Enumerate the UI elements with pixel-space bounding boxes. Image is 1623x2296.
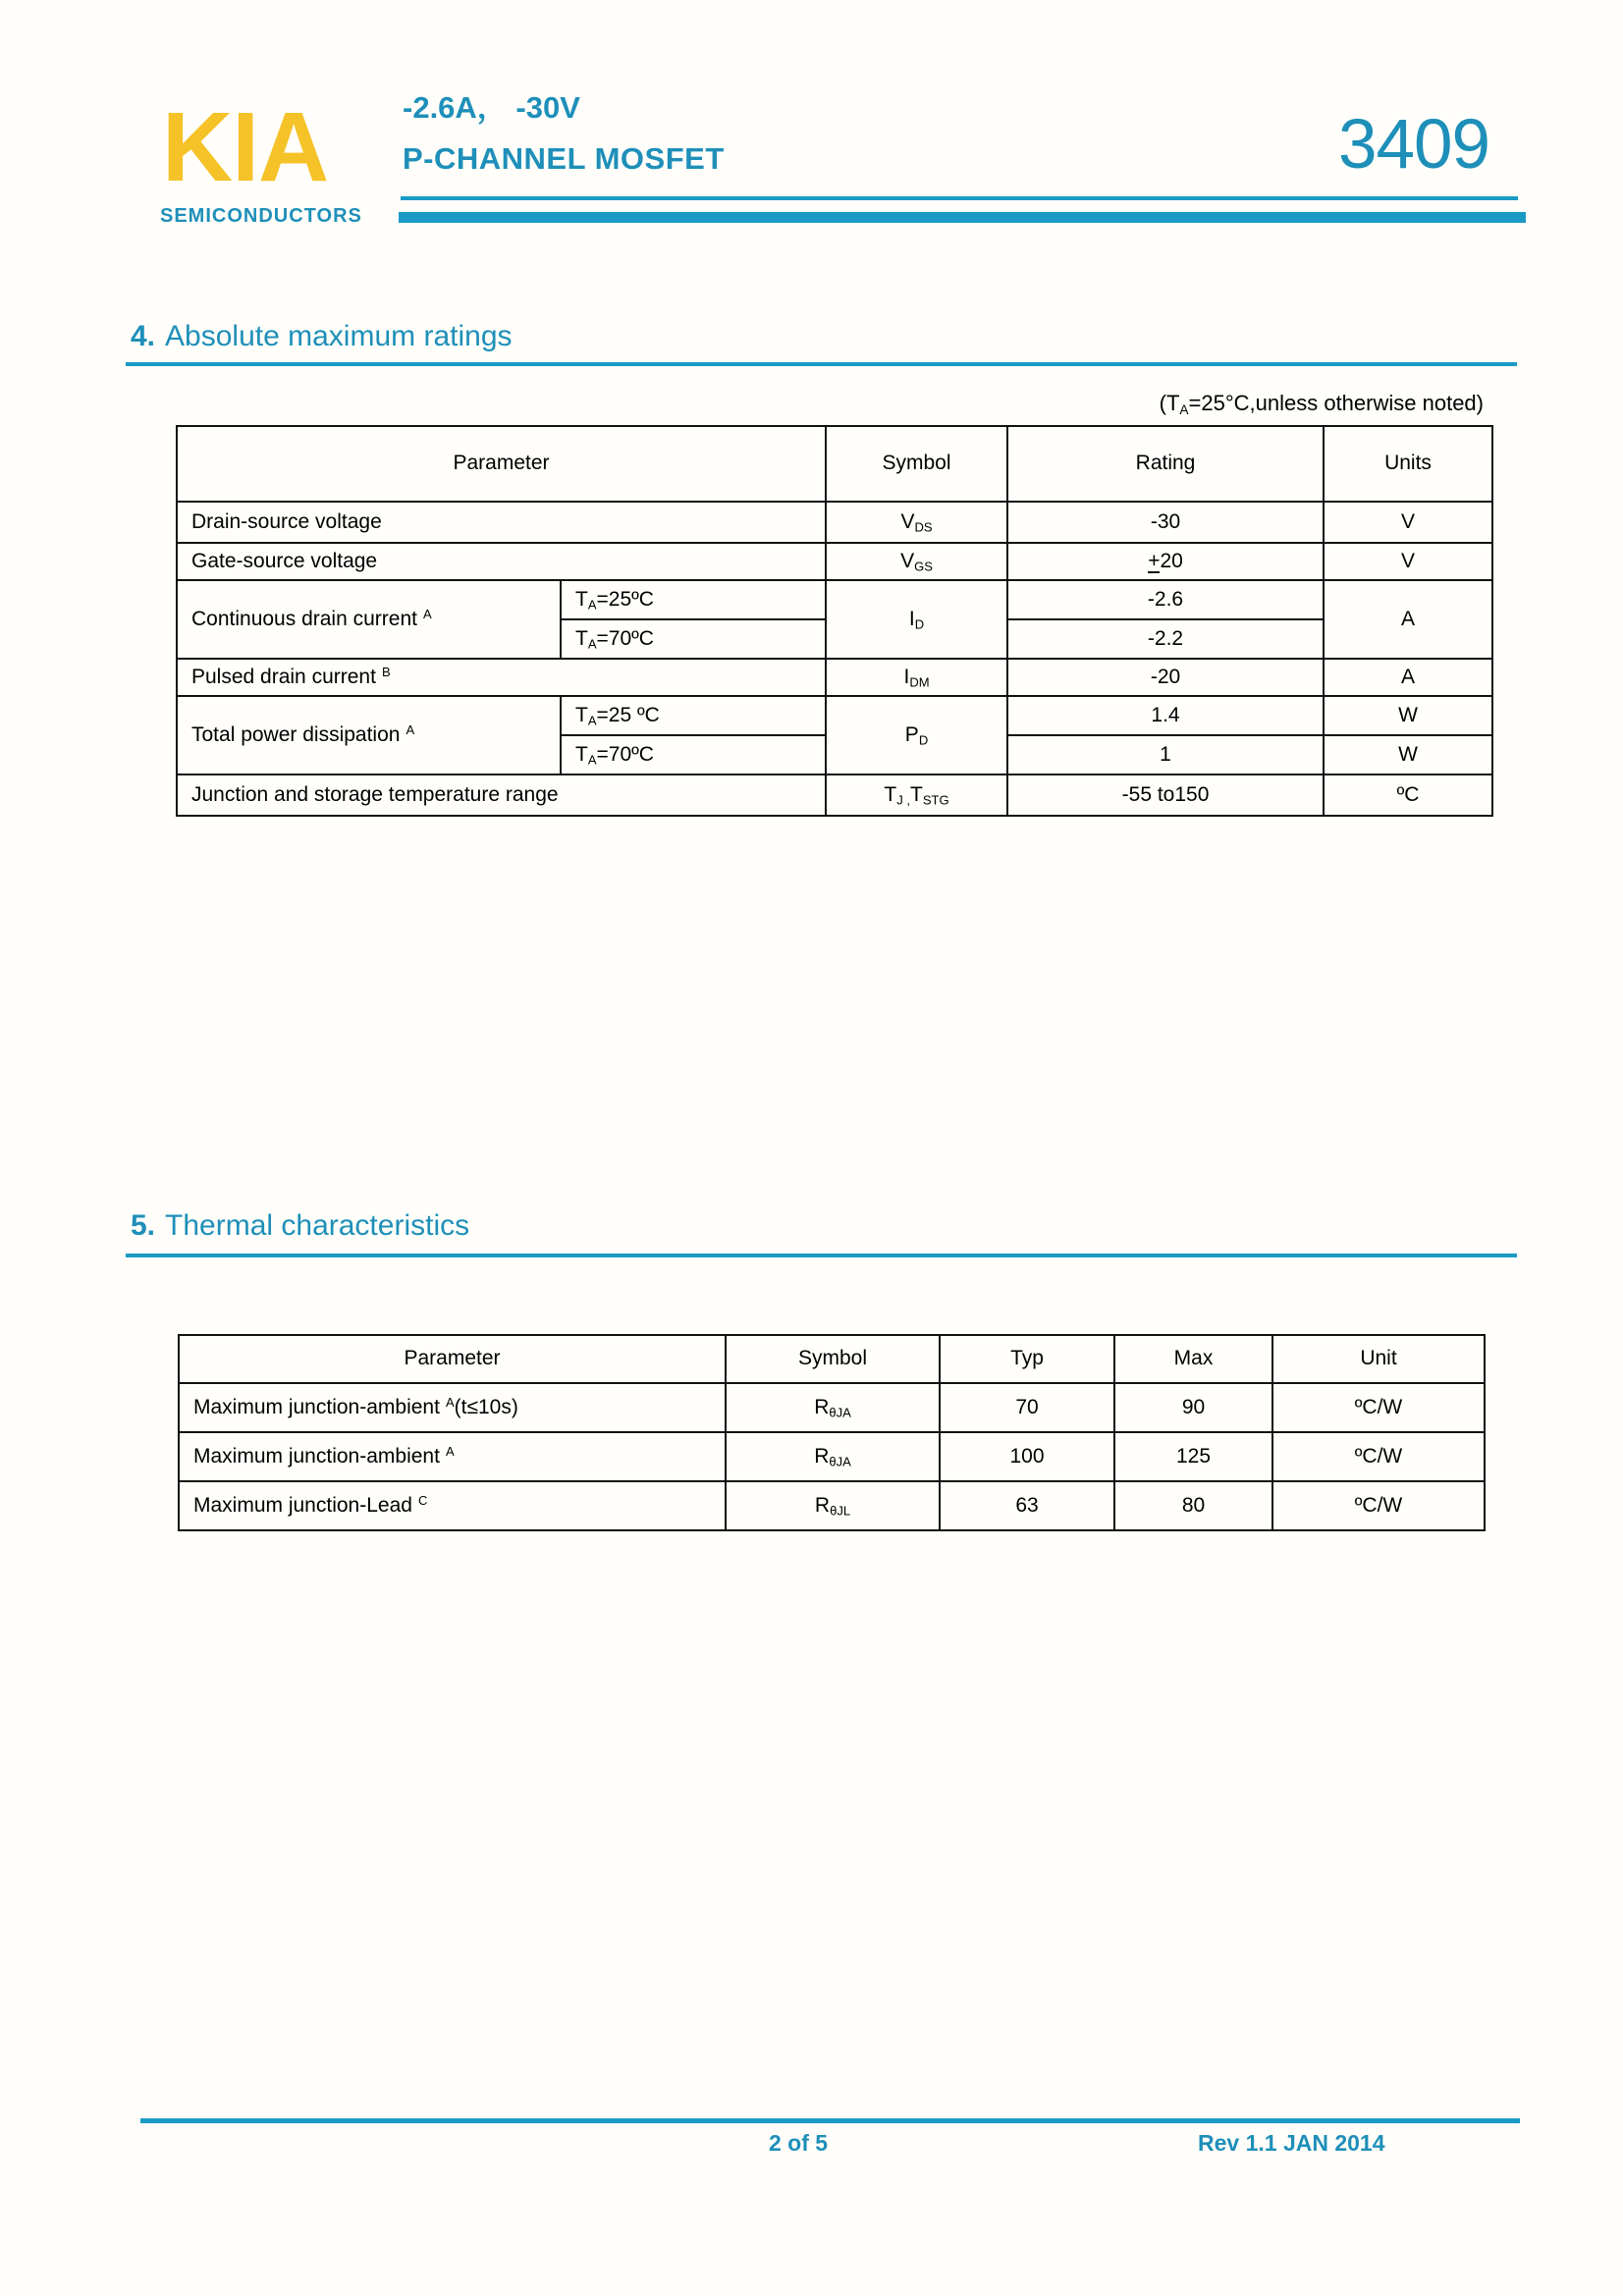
cell-symbol: $V_{GS}$ (826, 543, 1007, 580)
footnote-ref: C (417, 1493, 428, 1509)
cell-typ: 70 (940, 1383, 1114, 1432)
device-type: P-CHANNEL MOSFET (403, 141, 725, 176)
section-5-heading (131, 1211, 469, 1241)
thermal-header-row (179, 1335, 1485, 1383)
cell-rating: 1.4 (1007, 696, 1324, 735)
cell-parameter: Drain-source voltage (177, 502, 826, 543)
cell-symbol: $R_{\theta JL}$ (726, 1481, 940, 1530)
cell-symbol: $R_{\theta JA}$ (726, 1432, 940, 1481)
cell-unit: ºC/W (1272, 1432, 1485, 1481)
absolute-maximum-ratings-table (176, 425, 1493, 817)
cell-symbol: $I_D$ (826, 580, 1007, 659)
section-5-number: 5. (131, 1209, 156, 1242)
amr-row-gate-source-voltage (177, 543, 1492, 580)
cell-parameter: Pulsed drain current $^B$ (177, 659, 826, 696)
section-4-rule (126, 362, 1517, 366)
thermal-row-junction-lead (179, 1481, 1485, 1530)
cell-parameter: Total power dissipation $^A$ (177, 696, 561, 774)
cell-rating: +20 (1007, 543, 1324, 580)
cell-units: V (1324, 502, 1492, 543)
plus-minus-sign: + (1148, 549, 1161, 572)
thermal-col-header-unit: Unit (1272, 1335, 1485, 1383)
cell-condition: $T_A=25ºC$ (561, 580, 826, 619)
cell-typ: 100 (940, 1432, 1114, 1481)
amr-col-header-rating: Rating (1007, 426, 1324, 502)
amr-row-drain-source-voltage (177, 502, 1492, 543)
cell-unit: ºC/W (1272, 1481, 1485, 1530)
section-5-rule (126, 1254, 1517, 1257)
cell-units: A (1324, 580, 1492, 659)
footnote-ref: B (381, 665, 391, 680)
amr-row-pulsed-drain-current (177, 659, 1492, 696)
footnote-ref: A (406, 722, 415, 738)
amr-col-header-units: Units (1324, 426, 1492, 502)
cell-units: W (1324, 696, 1492, 735)
section-4-heading (131, 322, 513, 351)
cell-parameter: Maximum junction-ambient $^A$ (179, 1432, 726, 1481)
cell-unit: ºC/W (1272, 1383, 1485, 1432)
cell-symbol: $R_{\theta JA}$ (726, 1383, 940, 1432)
amr-header-row (177, 426, 1492, 502)
condition-note (1027, 391, 1484, 416)
cell-symbol: $P_D$ (826, 696, 1007, 774)
cell-condition: $T_A=70ºC$ (561, 735, 826, 774)
cell-parameter: Maximum junction-Lead $^C$ (179, 1481, 726, 1530)
section-4-number: 4. (131, 320, 156, 352)
cell-parameter: Gate-source voltage (177, 543, 826, 580)
footnote-ref: A (445, 1444, 455, 1460)
amr-col-header-parameter: Parameter (177, 426, 826, 502)
condition-note-post: =25°C,unless otherwise noted) (1188, 391, 1484, 415)
thermal-row-junction-ambient (179, 1432, 1485, 1481)
part-number: 3409 (1338, 106, 1489, 184)
kia-logo: KIA (162, 92, 329, 202)
thermal-col-header-parameter: Parameter (179, 1335, 726, 1383)
footnote-ref: A (422, 607, 432, 622)
cell-max: 80 (1114, 1481, 1272, 1530)
cell-symbol: $V_{DS}$ (826, 502, 1007, 543)
cell-units: ºC (1324, 774, 1492, 816)
spec-line: -2.6A， -30V (403, 90, 580, 125)
thermal-col-header-typ: Typ (940, 1335, 1114, 1383)
amr-row-continuous-drain-current-25 (177, 580, 1492, 619)
footnote-ref: A (445, 1395, 455, 1411)
section-5-title: Thermal characteristics (165, 1209, 470, 1242)
cell-rating: -55 to150 (1007, 774, 1324, 816)
cell-max: 125 (1114, 1432, 1272, 1481)
cell-condition: $T_A=25$ ºC (561, 696, 826, 735)
amr-row-junction-storage-temperature (177, 774, 1492, 816)
cell-rating: 1 (1007, 735, 1324, 774)
cell-typ: 63 (940, 1481, 1114, 1530)
section-4-title: Absolute maximum ratings (165, 320, 513, 352)
cell-condition: $T_A=70ºC$ (561, 619, 826, 659)
cell-parameter: Junction and storage temperature range (177, 774, 826, 816)
cell-units: W (1324, 735, 1492, 774)
footer-rule (140, 2118, 1520, 2123)
cell-rating: -2.6 (1007, 580, 1324, 619)
cell-rating: -30 (1007, 502, 1324, 543)
cell-max: 90 (1114, 1383, 1272, 1432)
cell-parameter: Maximum junction-ambient $^A$(t≤10s) (179, 1383, 726, 1432)
condition-note-sub: A (1179, 401, 1189, 417)
thermal-col-header-max: Max (1114, 1335, 1272, 1383)
header-rule-thin (401, 196, 1518, 200)
thermal-characteristics-table (178, 1334, 1486, 1531)
brand-tagline: SEMICONDUCTORS (160, 205, 362, 227)
cell-parameter: Continuous drain current $^A$ (177, 580, 561, 659)
cell-symbol: $I_{DM}$ (826, 659, 1007, 696)
cell-rating: -2.2 (1007, 619, 1324, 659)
amr-col-header-symbol: Symbol (826, 426, 1007, 502)
header-rule-thick (399, 212, 1526, 223)
thermal-row-junction-ambient-pulsed (179, 1383, 1485, 1432)
amr-row-total-power-dissipation-25 (177, 696, 1492, 735)
cell-units: V (1324, 543, 1492, 580)
cell-units: A (1324, 659, 1492, 696)
page-indicator: 2 of 5 (769, 2130, 829, 2156)
revision-label: Rev 1.1 JAN 2014 (1198, 2130, 1385, 2156)
condition-note-pre: (T (1159, 391, 1180, 415)
cell-rating: -20 (1007, 659, 1324, 696)
cell-symbol: $T_{J ,}T_{STG}$ (826, 774, 1007, 816)
thermal-col-header-symbol: Symbol (726, 1335, 940, 1383)
